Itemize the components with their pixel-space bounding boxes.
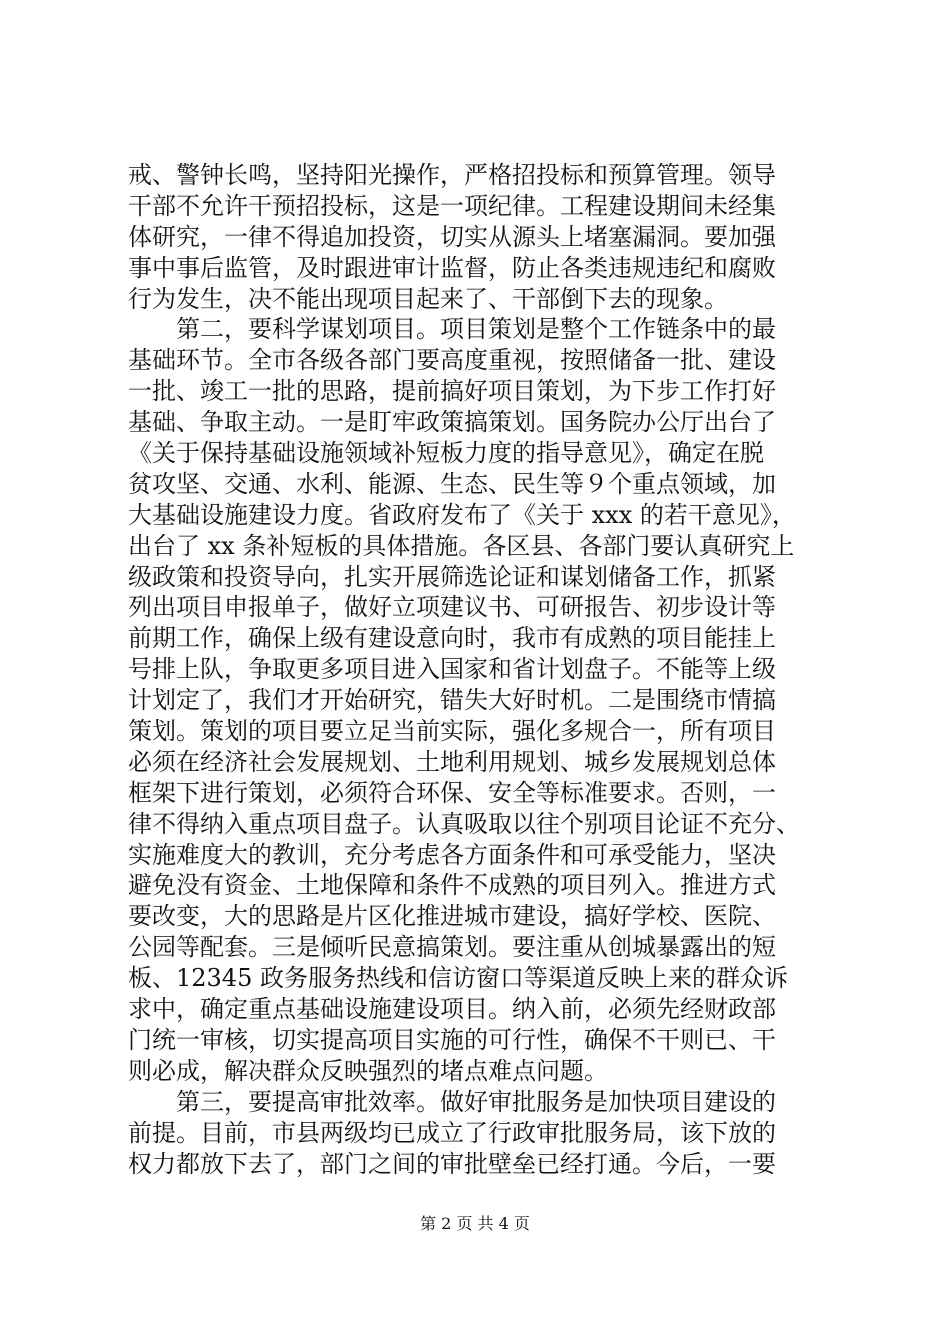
text-line: 框架下进行策划，必须符合环保、安全等标准要求。否则，一 — [128, 778, 776, 807]
text-line: 出台了 xx 条补短板的具体措施。各区县、各部门要认真研究上 — [128, 531, 795, 560]
text-line: 体研究，一律不得追加投资，切实从源头上堵塞漏洞。要加强 — [128, 222, 776, 251]
text-line: 基础环节。全市各级各部门要高度重视，按照储备一批、建设 — [128, 346, 776, 375]
text-line: 行为发生，决不能出现项目起来了、干部倒下去的现象。 — [128, 284, 728, 313]
document-body — [128, 160, 828, 1179]
text-line: 戒、警钟长鸣，坚持阳光操作，严格招投标和预算管理。领导 — [128, 161, 776, 189]
text-line: 第三，要提高审批效率。做好审批服务是加快项目建设的 — [128, 1087, 776, 1116]
text-line: 门统一审核，切实提高项目实施的可行性，确保不干则已、干 — [128, 1025, 776, 1054]
text-line: 板、12345 政务服务热线和信访窗口等渠道反映上来的群众诉 — [128, 964, 788, 993]
text-line: 前期工作，确保上级有建设意向时，我市有成熟的项目能挂上 — [128, 624, 776, 653]
text-line: 贫攻坚、交通、水利、能源、生态、民生等９个重点领域，加 — [128, 469, 776, 498]
text-line: 基础、争取主动。一是盯牢政策搞策划。国务院办公厅出台了 — [128, 408, 776, 437]
text-line: 公园等配套。三是倾听民意搞策划。要注重从创城暴露出的短 — [128, 933, 776, 962]
text-line: 号排上队，争取更多项目进入国家和省计划盘子。不能等上级 — [128, 655, 776, 684]
page-footer — [0, 1214, 950, 1234]
text-line: 则必成，解决群众反映强烈的堵点难点问题。 — [128, 1056, 608, 1085]
text-line: 前提。目前，市县两级均已成立了行政审批服务局，该下放的 — [128, 1118, 776, 1147]
text-line: 实施难度大的教训，充分考虑各方面条件和可承受能力，坚决 — [128, 840, 776, 869]
text-line: 一批、竣工一批的思路，提前搞好项目策划，为下步工作打好 — [128, 377, 776, 406]
text-line: 列出项目申报单子，做好立项建议书、可研报告、初步设计等 — [128, 593, 776, 622]
text-line: 干部不允许干预招投标，这是一项纪律。工程建设期间未经集 — [128, 191, 776, 220]
text-line: 级政策和投资导向，扎实开展筛选论证和谋划储备工作，抓紧 — [128, 562, 776, 591]
text-line: 要改变，大的思路是片区化推进城市建设，搞好学校、医院、 — [128, 902, 776, 931]
text-line: 律不得纳入重点项目盘子。认真吸取以往个别项目论证不充分、 — [128, 809, 800, 838]
text-line: 避免没有资金、土地保障和条件不成熟的项目列入。推进方式 — [128, 871, 776, 900]
page-number-label: 第 2 页 共 4 页 — [420, 1214, 530, 1233]
text-line: 计划定了，我们才开始研究，错失大好时机。二是围绕市情搞 — [128, 686, 776, 715]
text-line: 《关于保持基础设施领域补短板力度的指导意见》，确定在脱 — [128, 439, 764, 468]
text-line: 第二，要科学谋划项目。项目策划是整个工作链条中的最 — [128, 315, 776, 344]
text-line: 求中，确定重点基础设施建设项目。纳入前，必须先经财政部 — [128, 995, 776, 1024]
text-line: 必须在经济社会发展规划、土地利用规划、城乡发展规划总体 — [128, 747, 776, 776]
text-line: 权力都放下去了，部门之间的审批壁垒已经打通。今后，一要 — [128, 1149, 776, 1178]
text-line: 大基础设施建设力度。省政府发布了《关于 xxx 的若干意见》， — [128, 500, 796, 529]
text-line: 策划。策划的项目要立足当前实际，强化多规合一，所有项目 — [128, 717, 776, 746]
text-line: 事中事后监管，及时跟进审计监督，防止各类违规违纪和腐败 — [128, 253, 776, 282]
